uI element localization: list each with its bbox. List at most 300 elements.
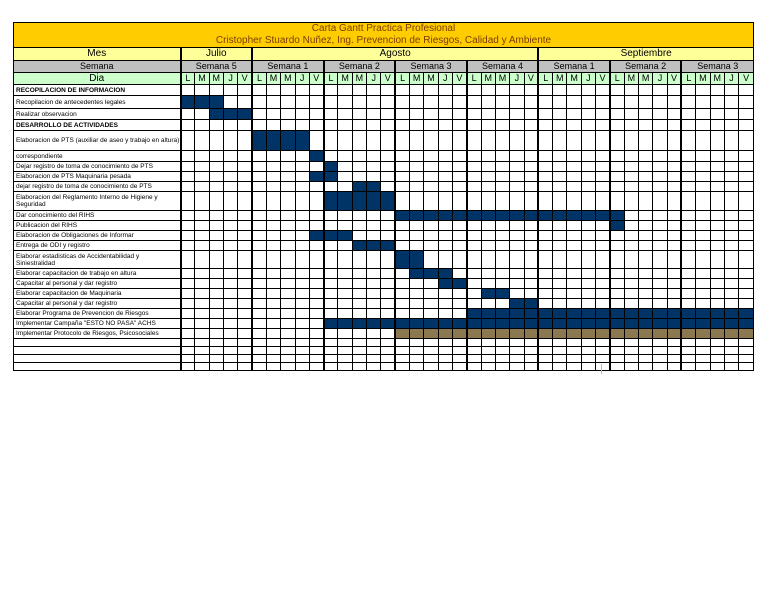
gantt-empty-cell — [266, 309, 280, 319]
gantt-bar-cell — [367, 192, 381, 211]
task-row — [14, 120, 754, 131]
gantt-empty-cell — [424, 96, 438, 109]
gantt-empty-cell — [252, 241, 266, 251]
gantt-empty-cell — [667, 231, 681, 241]
gantt-empty-cell — [739, 182, 754, 192]
gantt-empty-cell — [209, 347, 223, 355]
gantt-empty-cell — [681, 299, 695, 309]
gantt-empty-cell — [567, 120, 581, 131]
gantt-empty-cell — [481, 162, 495, 172]
gantt-empty-cell — [467, 85, 481, 96]
gantt-empty-cell — [596, 85, 610, 96]
gantt-empty-cell — [495, 162, 509, 172]
gantt-bar-cell — [452, 211, 466, 221]
gantt-empty-cell — [266, 182, 280, 192]
gantt-empty-cell — [281, 309, 295, 319]
gantt-empty-cell — [410, 279, 424, 289]
gantt-empty-cell — [452, 85, 466, 96]
gantt-empty-cell — [309, 347, 323, 355]
gantt-empty-cell — [381, 269, 395, 279]
task-label — [14, 355, 181, 363]
day-header-label: Dia — [14, 73, 181, 85]
gantt-bar-cell — [410, 319, 424, 329]
gantt-empty-cell — [596, 131, 610, 151]
gantt-empty-cell — [195, 279, 209, 289]
gantt-empty-cell — [266, 192, 280, 211]
day-letter: J — [295, 73, 309, 85]
gantt-empty-cell — [338, 289, 352, 299]
gantt-empty-cell — [309, 162, 323, 172]
day-letter: M — [352, 73, 366, 85]
gantt-empty-cell — [209, 309, 223, 319]
gantt-empty-cell — [581, 131, 595, 151]
task-label: Dejar registro de toma de conocimiento de PTS — [14, 162, 181, 172]
gantt-empty-cell — [452, 251, 466, 269]
gantt-empty-cell — [624, 347, 638, 355]
gantt-empty-cell — [395, 363, 409, 371]
gantt-empty-cell — [681, 131, 695, 151]
gantt-empty-cell — [338, 85, 352, 96]
gantt-empty-cell — [624, 221, 638, 231]
gantt-empty-cell — [181, 231, 195, 241]
gantt-empty-cell — [281, 96, 295, 109]
gantt-empty-cell — [724, 221, 738, 231]
gantt-empty-cell — [524, 251, 538, 269]
gantt-empty-cell — [438, 347, 452, 355]
gantt-empty-cell — [238, 363, 252, 371]
gantt-empty-cell — [324, 211, 338, 221]
gantt-empty-cell — [252, 251, 266, 269]
gantt-empty-cell — [524, 269, 538, 279]
gantt-empty-cell — [724, 363, 738, 371]
gantt-empty-cell — [410, 192, 424, 211]
gantt-empty-cell — [481, 347, 495, 355]
gantt-bar-cell — [324, 172, 338, 182]
gantt-empty-cell — [266, 85, 280, 96]
gantt-empty-cell — [696, 355, 710, 363]
gantt-empty-cell — [567, 221, 581, 231]
gantt-empty-cell — [424, 151, 438, 162]
gantt-empty-cell — [238, 131, 252, 151]
gantt-empty-cell — [309, 355, 323, 363]
gantt-bar-cell-tan — [567, 329, 581, 339]
gantt-empty-cell — [338, 355, 352, 363]
gantt-bar-cell — [639, 309, 653, 319]
gantt-empty-cell — [567, 269, 581, 279]
gantt-empty-cell — [481, 269, 495, 279]
gantt-empty-cell — [553, 131, 567, 151]
gantt-empty-cell — [610, 347, 624, 355]
gantt-empty-cell — [481, 131, 495, 151]
gantt-empty-cell — [195, 109, 209, 120]
gantt-empty-cell — [367, 211, 381, 221]
gantt-empty-cell — [639, 192, 653, 211]
gantt-empty-cell — [238, 120, 252, 131]
gantt-empty-cell — [681, 85, 695, 96]
gantt-empty-cell — [181, 109, 195, 120]
gantt-empty-cell — [510, 347, 524, 355]
gantt-empty-cell — [252, 182, 266, 192]
gantt-empty-cell — [238, 162, 252, 172]
gantt-empty-cell — [410, 172, 424, 182]
gantt-empty-cell — [309, 109, 323, 120]
gantt-bar-cell — [352, 319, 366, 329]
gantt-empty-cell — [681, 339, 695, 347]
gantt-empty-cell — [624, 339, 638, 347]
gantt-empty-cell — [181, 182, 195, 192]
gantt-empty-cell — [724, 299, 738, 309]
gantt-empty-cell — [295, 269, 309, 279]
gantt-empty-cell — [395, 279, 409, 289]
gantt-empty-cell — [724, 192, 738, 211]
task-row — [14, 109, 754, 120]
gantt-empty-cell — [324, 241, 338, 251]
gantt-empty-cell — [266, 363, 280, 371]
gantt-empty-cell — [639, 85, 653, 96]
gantt-empty-cell — [567, 172, 581, 182]
gantt-empty-cell — [238, 211, 252, 221]
day-letter: L — [681, 73, 695, 85]
task-label — [14, 363, 181, 371]
gantt-empty-cell — [553, 162, 567, 172]
gantt-empty-cell — [252, 211, 266, 221]
gantt-empty-cell — [367, 269, 381, 279]
title-line-2: Cristopher Stuardo Nuñez, Ing. Prevencion de Riesgos, Calidad y Ambiente — [215, 35, 552, 46]
gantt-empty-cell — [553, 339, 567, 347]
gantt-empty-cell — [181, 131, 195, 151]
gantt-empty-cell — [266, 211, 280, 221]
day-letter: V — [596, 73, 610, 85]
gantt-empty-cell — [452, 355, 466, 363]
gantt-empty-cell — [195, 241, 209, 251]
gantt-bar-cell — [309, 172, 323, 182]
gantt-empty-cell — [596, 355, 610, 363]
gantt-bar-cell-tan — [452, 329, 466, 339]
gantt-empty-cell — [266, 329, 280, 339]
gantt-empty-cell — [538, 355, 552, 363]
gantt-empty-cell — [495, 355, 509, 363]
gantt-empty-cell — [352, 109, 366, 120]
gantt-bar-cell-tan — [681, 329, 695, 339]
gantt-empty-cell — [581, 151, 595, 162]
gantt-empty-cell — [295, 363, 309, 371]
gantt-empty-cell — [195, 339, 209, 347]
gantt-empty-cell — [610, 96, 624, 109]
gantt-empty-cell — [667, 162, 681, 172]
gantt-empty-cell — [596, 339, 610, 347]
gantt-empty-cell — [295, 162, 309, 172]
gantt-empty-cell — [667, 347, 681, 355]
gantt-bar-cell — [567, 309, 581, 319]
gantt-empty-cell — [710, 299, 724, 309]
gantt-empty-cell — [281, 329, 295, 339]
task-row — [14, 309, 754, 319]
gantt-empty-cell — [281, 192, 295, 211]
task-row — [14, 251, 754, 269]
task-label: Elaboracion del Reglamento Interno de Higiene y Seguridad — [14, 192, 181, 211]
gantt-empty-cell — [195, 363, 209, 371]
gantt-empty-cell — [181, 347, 195, 355]
gantt-empty-cell — [238, 279, 252, 289]
gantt-empty-cell — [381, 211, 395, 221]
gantt-empty-cell — [581, 162, 595, 172]
gantt-empty-cell — [324, 151, 338, 162]
gantt-empty-cell — [696, 269, 710, 279]
task-label: dejar registro de toma de conocimiento de PTS — [14, 182, 181, 192]
gantt-bar-cell — [410, 211, 424, 221]
gantt-empty-cell — [195, 182, 209, 192]
gantt-empty-cell — [481, 355, 495, 363]
gantt-empty-cell — [495, 299, 509, 309]
gantt-empty-cell — [481, 231, 495, 241]
gantt-bar-cell — [510, 299, 524, 309]
gantt-empty-cell — [181, 339, 195, 347]
gantt-empty-cell — [581, 347, 595, 355]
gantt-empty-cell — [696, 221, 710, 231]
gantt-empty-cell — [724, 162, 738, 172]
gantt-empty-cell — [639, 347, 653, 355]
gantt-empty-cell — [352, 289, 366, 299]
gantt-bar-cell — [596, 211, 610, 221]
gantt-empty-cell — [524, 162, 538, 172]
gantt-empty-cell — [495, 131, 509, 151]
gantt-empty-cell — [295, 182, 309, 192]
gantt-bar-cell — [610, 309, 624, 319]
week-header: Semana 5 — [181, 61, 253, 73]
gantt-empty-cell — [524, 172, 538, 182]
gantt-empty-cell — [696, 231, 710, 241]
day-letter: L — [610, 73, 624, 85]
gantt-empty-cell — [266, 120, 280, 131]
gantt-empty-cell — [510, 162, 524, 172]
gantt-empty-cell — [252, 289, 266, 299]
gantt-empty-cell — [338, 120, 352, 131]
gantt-empty-cell — [295, 339, 309, 347]
gantt-empty-cell — [624, 211, 638, 221]
gantt-bar-cell — [424, 269, 438, 279]
gantt-empty-cell — [281, 319, 295, 329]
gantt-empty-cell — [395, 269, 409, 279]
gantt-empty-cell — [195, 289, 209, 299]
gantt-bar-cell — [667, 319, 681, 329]
gantt-empty-cell — [653, 339, 667, 347]
gantt-empty-cell — [338, 211, 352, 221]
gantt-empty-cell — [410, 85, 424, 96]
gantt-bar-cell — [567, 211, 581, 221]
gantt-empty-cell — [724, 120, 738, 131]
gantt-empty-cell — [252, 120, 266, 131]
gantt-empty-cell — [581, 96, 595, 109]
gantt-empty-cell — [495, 363, 509, 371]
gantt-empty-cell — [324, 85, 338, 96]
gantt-bar-cell — [624, 309, 638, 319]
gantt-empty-cell — [624, 172, 638, 182]
gantt-bar-cell — [596, 319, 610, 329]
gantt-empty-cell — [309, 221, 323, 231]
gantt-empty-cell — [266, 289, 280, 299]
gantt-empty-cell — [281, 363, 295, 371]
gantt-empty-cell — [581, 221, 595, 231]
gantt-empty-cell — [381, 339, 395, 347]
gantt-empty-cell — [596, 151, 610, 162]
week-header: Semana 3 — [395, 61, 467, 73]
month-row — [14, 48, 754, 61]
gantt-empty-cell — [710, 251, 724, 269]
gantt-empty-cell — [467, 231, 481, 241]
gantt-empty-cell — [452, 347, 466, 355]
gantt-empty-cell — [524, 182, 538, 192]
gantt-empty-cell — [624, 279, 638, 289]
gantt-empty-cell — [252, 192, 266, 211]
gantt-empty-cell — [467, 109, 481, 120]
gantt-empty-cell — [596, 192, 610, 211]
gantt-empty-cell — [696, 172, 710, 182]
gantt-empty-cell — [653, 241, 667, 251]
gantt-empty-cell — [209, 329, 223, 339]
gantt-empty-cell — [295, 221, 309, 231]
gantt-empty-cell — [667, 269, 681, 279]
gantt-empty-cell — [281, 151, 295, 162]
gantt-empty-cell — [438, 221, 452, 231]
gantt-empty-cell — [567, 109, 581, 120]
gantt-bar-cell-tan — [510, 329, 524, 339]
gantt-bar-cell — [467, 309, 481, 319]
gantt-empty-cell — [495, 109, 509, 120]
gantt-empty-cell — [252, 363, 266, 371]
gantt-empty-cell — [181, 279, 195, 289]
gantt-empty-cell — [352, 329, 366, 339]
gantt-bar-cell — [438, 211, 452, 221]
gantt-empty-cell — [524, 120, 538, 131]
gantt-empty-cell — [724, 96, 738, 109]
gantt-empty-cell — [181, 221, 195, 231]
task-label: Elaborar capacitacion de Maquinaria — [14, 289, 181, 299]
gantt-empty-cell — [367, 355, 381, 363]
gantt-empty-cell — [481, 120, 495, 131]
gantt-empty-cell — [481, 299, 495, 309]
gantt-empty-cell — [309, 329, 323, 339]
gantt-empty-cell — [223, 319, 237, 329]
gantt-empty-cell — [281, 221, 295, 231]
gantt-empty-cell — [610, 339, 624, 347]
gantt-bar-cell — [510, 211, 524, 221]
gantt-empty-cell — [195, 299, 209, 309]
gantt-empty-cell — [223, 182, 237, 192]
gantt-empty-cell — [452, 289, 466, 299]
gantt-bar-cell — [381, 241, 395, 251]
gantt-empty-cell — [367, 109, 381, 120]
gantt-empty-cell — [238, 299, 252, 309]
gantt-empty-cell — [352, 120, 366, 131]
gantt-empty-cell — [610, 162, 624, 172]
gantt-bar-cell — [581, 309, 595, 319]
gantt-bar-cell — [367, 182, 381, 192]
gantt-empty-cell — [639, 231, 653, 241]
gantt-empty-cell — [209, 211, 223, 221]
gantt-empty-cell — [596, 347, 610, 355]
gantt-empty-cell — [410, 289, 424, 299]
gantt-empty-cell — [653, 221, 667, 231]
gantt-empty-cell — [381, 120, 395, 131]
gantt-bar-cell — [696, 319, 710, 329]
gantt-empty-cell — [295, 329, 309, 339]
gantt-empty-cell — [181, 85, 195, 96]
task-label: Elaboracion de PTS (auxiliar de aseo y trabajo en altura) — [14, 131, 181, 151]
task-row — [14, 289, 754, 299]
gantt-empty-cell — [238, 269, 252, 279]
gantt-empty-cell — [381, 289, 395, 299]
task-label — [14, 339, 181, 347]
gantt-bar-cell — [495, 211, 509, 221]
gantt-bar-cell — [395, 251, 409, 269]
gantt-empty-cell — [195, 131, 209, 151]
gantt-empty-cell — [553, 269, 567, 279]
gantt-empty-cell — [653, 269, 667, 279]
gantt-empty-cell — [581, 172, 595, 182]
gantt-empty-cell — [696, 182, 710, 192]
gantt-empty-cell — [209, 339, 223, 347]
gantt-empty-cell — [195, 172, 209, 182]
gantt-empty-cell — [710, 151, 724, 162]
gantt-empty-cell — [424, 85, 438, 96]
week-header: Semana 2 — [324, 61, 396, 73]
task-row — [14, 96, 754, 109]
gantt-empty-cell — [724, 355, 738, 363]
gantt-empty-cell — [510, 151, 524, 162]
gantt-empty-cell — [338, 339, 352, 347]
gantt-empty-cell — [538, 182, 552, 192]
month-header-label: Mes — [14, 48, 181, 61]
day-letter: J — [438, 73, 452, 85]
gantt-empty-cell — [681, 192, 695, 211]
gantt-empty-cell — [252, 329, 266, 339]
gantt-bar-cell-tan — [639, 329, 653, 339]
gantt-empty-cell — [352, 363, 366, 371]
gantt-empty-cell — [724, 269, 738, 279]
gantt-empty-cell — [581, 269, 595, 279]
gantt-empty-cell — [395, 120, 409, 131]
day-letter: L — [181, 73, 195, 85]
gantt-empty-cell — [195, 120, 209, 131]
gantt-empty-cell — [424, 309, 438, 319]
gantt-empty-cell — [266, 221, 280, 231]
gantt-empty-cell — [424, 363, 438, 371]
gantt-empty-cell — [567, 251, 581, 269]
gantt-empty-cell — [681, 269, 695, 279]
gantt-empty-cell — [223, 241, 237, 251]
gantt-empty-cell — [223, 339, 237, 347]
gantt-empty-cell — [367, 162, 381, 172]
gantt-empty-cell — [553, 151, 567, 162]
gantt-empty-cell — [181, 363, 195, 371]
gantt-empty-cell — [338, 96, 352, 109]
gantt-empty-cell — [538, 151, 552, 162]
day-letter: M — [553, 73, 567, 85]
gantt-empty-cell — [596, 363, 610, 371]
gantt-empty-cell — [452, 131, 466, 151]
gantt-empty-cell — [710, 347, 724, 355]
gantt-empty-cell — [252, 339, 266, 347]
task-row — [14, 231, 754, 241]
gantt-empty-cell — [553, 289, 567, 299]
gantt-empty-cell — [639, 162, 653, 172]
gantt-empty-cell — [309, 251, 323, 269]
gantt-empty-cell — [567, 151, 581, 162]
gantt-empty-cell — [367, 131, 381, 151]
gantt-empty-cell — [610, 363, 624, 371]
gantt-empty-cell — [195, 221, 209, 231]
gantt-empty-cell — [209, 192, 223, 211]
